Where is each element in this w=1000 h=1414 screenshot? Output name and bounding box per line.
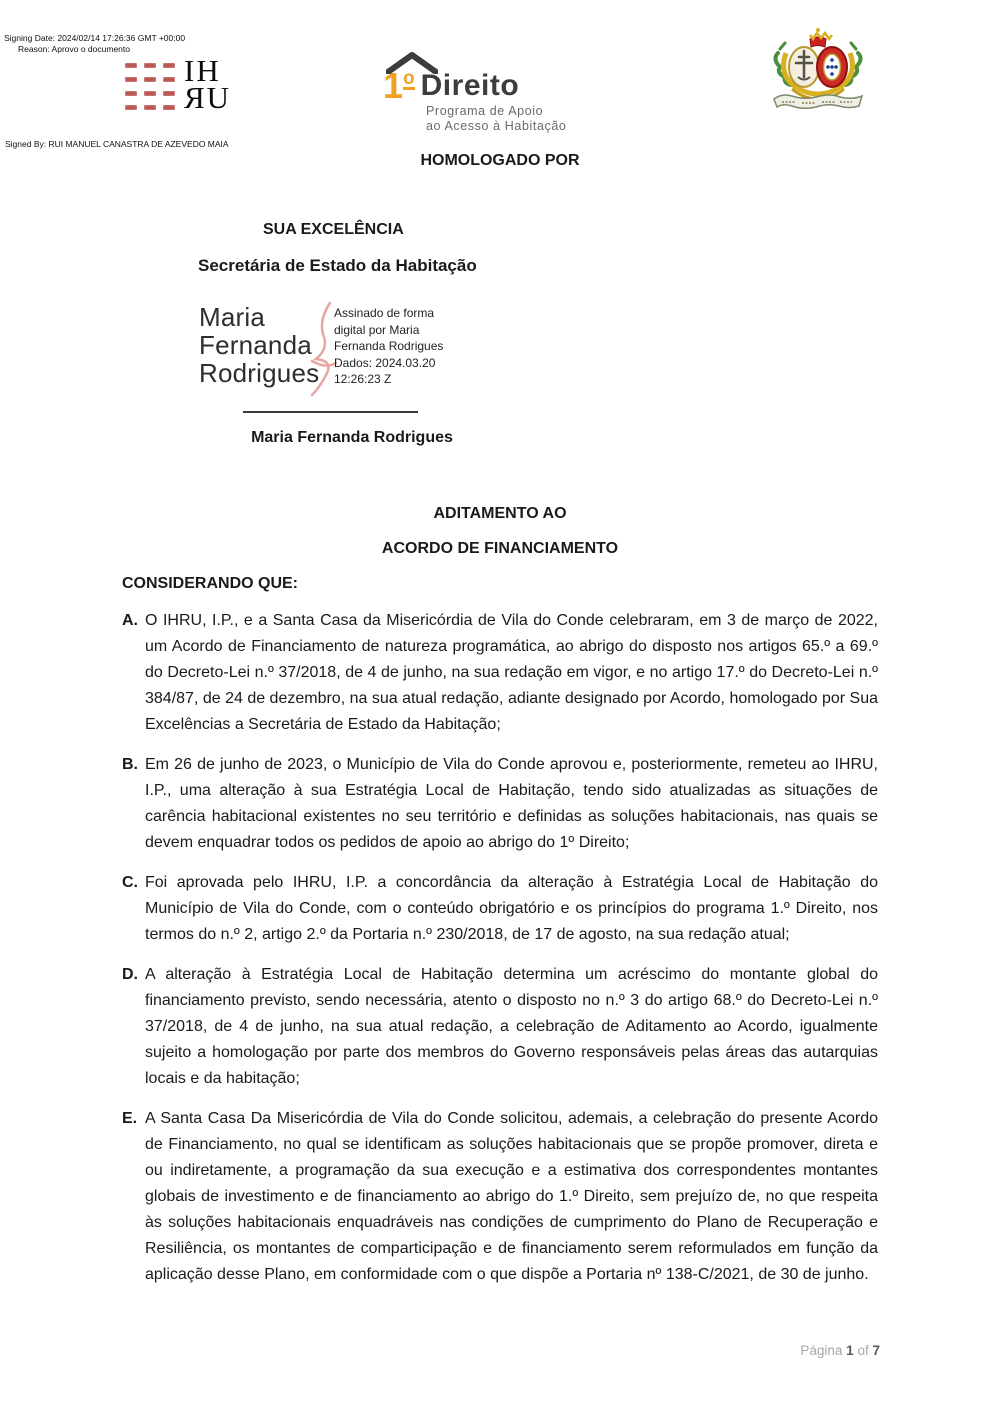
- considerando-heading: CONSIDERANDO QUE:: [122, 575, 299, 592]
- roof-icon: [386, 52, 438, 74]
- considerando-label-b: B.: [122, 756, 138, 773]
- ihru-logo: [125, 53, 232, 115]
- left-oval-shield: [789, 47, 819, 87]
- signature-details-line5: 12:26:23 Z: [334, 372, 392, 386]
- ordinal-indicator: o: [403, 68, 415, 89]
- considerando-item-e: [122, 1106, 878, 1288]
- ihru-dashes-icon: [125, 63, 175, 110]
- footer-total-pages: 7: [872, 1343, 880, 1358]
- considerando-label-d: D.: [122, 966, 138, 983]
- digital-signature-name-line3: Rodrigues: [199, 358, 320, 388]
- considerando-item-d: [122, 962, 878, 1092]
- direito-numeral: 1o: [383, 65, 415, 106]
- digital-signature-name-line1: Maria: [199, 302, 266, 332]
- considerando-text-c: Foi aprovada pelo IHRU, I.P. a concordância da alteração à Estratégia Local de Habitação do Município de Vila do Conde, com o conteúdo obrigatório e os princípios do programa 1.º Direito, nos termos do n.º 2, artigo 2.º da Portaria n.º 230/2018, de 17 de agosto, na sua redação atual;: [145, 874, 878, 943]
- considerando-text-d: A alteração à Estratégia Local de Habitação determina um acréscimo do montante global do financiamento previsto, sendo necessária, atento o disposto no n.º 3 do artigo 68.º do Decreto-Lei n.º 37/2018, de 4 de junho, na sua atual redação, a celebração de Aditamento ao Acordo, igualmente sujeito a homologação por parte dos membros do Governo responsáveis pelas áreas das autarquias locais e da habitação;: [145, 966, 878, 1087]
- direito-subtitle-line2: ao Acesso à Habitação: [426, 119, 567, 133]
- direito-wordmark: Direito: [420, 69, 520, 102]
- considerando-text-b: Em 26 de junho de 2023, o Município de Vila do Conde aprovou e, posteriormente, remeteu ao IHRU, I.P., uma alteração à sua Estratégia Local de Habitação, tendo sido atualizadas as situações de carência habitacional existentes no seu território e definidas as soluções habitacionais, nas quais se devem enquadrar todos os pedidos de apoio ao abrigo do 1º Direito;: [145, 756, 878, 851]
- homologado-title: HOMOLOGADO POR: [420, 152, 580, 169]
- right-oval-shield: [817, 47, 847, 87]
- digital-signature-name: [199, 303, 319, 387]
- considerando-item-c: [122, 870, 878, 948]
- excellency-role: Secretária de Estado da Habitação: [198, 256, 477, 275]
- signatory-printed-name: Maria Fernanda Rodrigues: [251, 429, 453, 446]
- considerando-item-a: [122, 608, 878, 738]
- digital-signature-name-line2: Fernanda: [199, 330, 312, 360]
- signature-line: [243, 411, 418, 413]
- direito-subtitle-line1: Programa de Apoio: [426, 104, 544, 118]
- considerando-text-e: A Santa Casa Da Misericórdia de Vila do Conde solicitou, ademais, a celebração do presente Acordo de Financiamento, no qual se identificam as soluções habitacionais que se propõe promover, direta e ou indiretamente, a programação da sua execução e a estimativa dos correspondentes montantes globais de investimento e de financiamento ao abrigo do 1.º Direito, sem prejuízo de, no que respeita às soluções habitacionais enquadráveis nas condições de cumprimento do Plano de Recuperação e Resiliência, os montantes de comparticipação e de financiamento serem reformulados em função da aplicação desse Plano, em conformidade com o que dispõe a Portaria nº 138-C/2021, de 30 de junho.: [145, 1110, 878, 1283]
- document-title-line1: ADITAMENTO AO: [433, 505, 567, 522]
- document-title-line2: ACORDO DE FINANCIAMENTO: [381, 540, 619, 557]
- considerando-item-b: [122, 752, 878, 856]
- considerando-label-e: E.: [122, 1110, 138, 1127]
- stamp-signed-by: Signed By: RUI MANUEL CANASTRA DE AZEVEDO MAIA: [5, 139, 229, 149]
- direito-subtitle: [426, 104, 583, 134]
- footer-page-label: Página: [800, 1343, 843, 1358]
- stamp-signing-date: Signing Date: 2024/02/14 17:26:36 GMT +00:00: [4, 33, 186, 43]
- ihru-wordmark-line1: IH: [184, 53, 221, 88]
- primeiro-direito-logo: [383, 52, 583, 134]
- considerando-list: [122, 608, 878, 1288]
- coat-of-arms-icon: [768, 23, 868, 115]
- ihru-wordmark: [184, 53, 232, 115]
- considerando-text-a: O IHRU, I.P., e a Santa Casa da Misericórdia de Vila do Conde celebraram, em 3 de março de 2022, um Acordo de Financiamento de natureza programática, ao abrigo do disposto nos artigos 65.º a 69.º do Decreto-Lei n.º 37/2018, de 4 de junho, na sua redação em vigor, e no artigo 17.º do Decreto-Lei n.º 384/87, de 24 de dezembro, na sua atual redação, adiante designado por Acordo, homologado por Sua Excelências a Secretária de Estado da Habitação;: [145, 612, 878, 733]
- signature-details-line1: Assinado de forma: [334, 306, 435, 320]
- ihru-wordmark-line2: ЯU: [184, 80, 232, 115]
- considerando-label-c: C.: [122, 874, 138, 891]
- digital-signature-details: [334, 305, 443, 388]
- banner-scroll: [774, 95, 862, 108]
- signature-details-line3: Fernanda Rodrigues: [334, 339, 444, 353]
- signature-details-line2: digital por Maria: [334, 322, 420, 337]
- page-number-footer: [800, 1343, 880, 1358]
- crown-icon: [810, 28, 832, 47]
- footer-page-number: 1: [846, 1343, 854, 1358]
- signature-details-line4: Dados: 2024.03.20: [334, 355, 436, 370]
- excellency-heading: SUA EXCELÊNCIA: [263, 221, 404, 238]
- stamp-reason: Reason: Aprovo o documento: [18, 44, 130, 54]
- document-body: [0, 505, 1000, 1302]
- footer-of-label: of: [857, 1343, 869, 1358]
- considerando-label-a: A.: [122, 612, 138, 629]
